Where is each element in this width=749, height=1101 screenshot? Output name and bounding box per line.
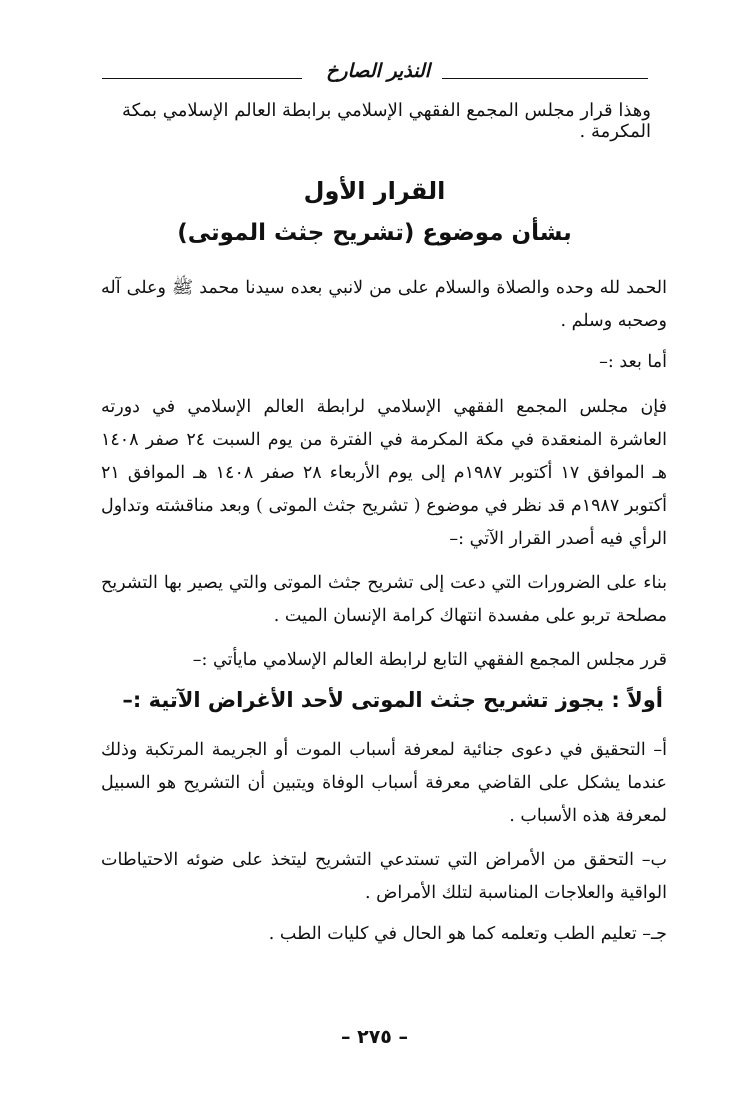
header-rule-right (442, 78, 648, 79)
page-number: – ٢٧٥ – (340, 1026, 409, 1048)
intro-line: وهذا قرار مجلس المجمع الفقهي الإسلامي برابطة العالم الإسلامي بمكة المكرمة . (122, 100, 651, 142)
running-title: النذير الصارخ (326, 60, 430, 82)
purpose-item-c: جـ– تعليم الطب وتعلمه كما هو الحال في كليات الطب . (268, 924, 667, 944)
necessity-paragraph: بناء على الضرورات التي دعت إلى تشريح جثث الموتى والتي يصير بها التشريح مصلحة تربو على مفسدة انتهاك كرامة الإنسان الميت . (101, 573, 667, 626)
decision-subtitle: بشأن موضوع (تشريح جثث الموتى) (177, 220, 572, 246)
running-header (102, 58, 648, 88)
decision-title: القرار الأول (303, 177, 446, 205)
amma-baad-line: أما بعد :– (599, 352, 667, 372)
purpose-item-b: ب– التحقق من الأمراض التي تستدعي التشريح ليتخذ على ضوئه الاحتياطات الواقية والعلاجات المناسبة لتلك الأمراض . (101, 850, 667, 903)
resolution-line: قرر مجلس المجمع الفقهي التابع لرابطة العالم الإسلامي مايأتي :– (192, 650, 667, 670)
council-paragraph: فإن مجلس المجمع الفقهي الإسلامي لرابطة العالم الإسلامي في دورته العاشرة المنعقدة في مكة المكرمة في الفترة من يوم السبت ٢٤ صفر ١٤٠٨ هـ الموافق ١٧ أكتوبر ١٩٨٧م إلى يوم الأربعاء ٢٨ صفر ١٤٠٨ هـ الموافق ٢١ أكتوبر ١٩٨٧م قد نظر في موضوع ( تشريح جثث الموتى ) وبعد مناقشته وتداول الرأي فيه أصدر القرار الآتي :– (101, 397, 668, 549)
first-ruling-heading: أولاً : يجوز تشريح جثث الموتى لأحد الأغراض الآتية :– (122, 688, 663, 712)
header-rule-left (102, 78, 302, 79)
purpose-item-a: أ– التحقيق في دعوى جنائية لمعرفة أسباب الموت أو الجريمة المرتكبة وذلك عندما يشكل على القاضي معرفة أسباب الوفاة ويتبين أن التشريح هو السبيل لمعرفة هذه الأسباب . (101, 740, 667, 826)
praise-paragraph: الحمد لله وحده والصلاة والسلام على من لانبي بعده سيدنا محمد ﷺ وعلى آله وصحبه وسلم . (101, 278, 667, 331)
